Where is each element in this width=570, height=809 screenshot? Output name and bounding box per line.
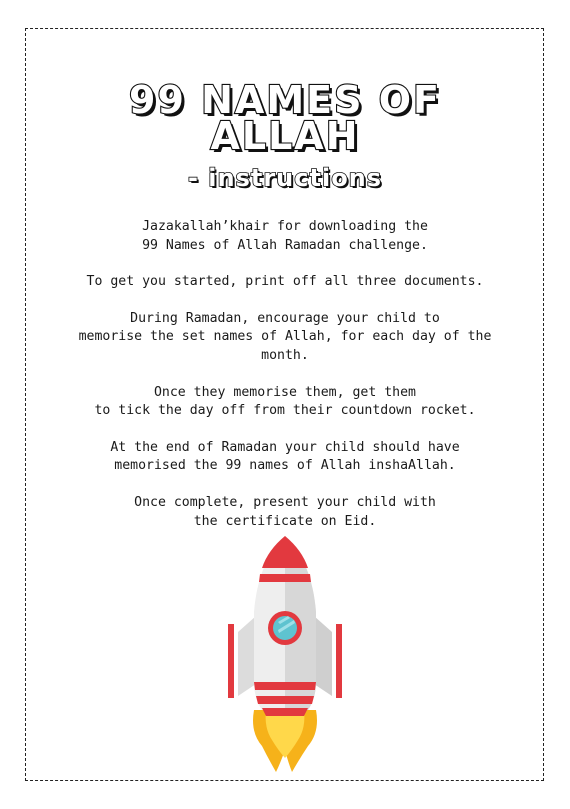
page-subtitle: - instructions	[187, 164, 383, 192]
rocket-bottom-band-1	[254, 682, 316, 690]
rocket-fin-right	[336, 624, 342, 698]
rocket-nose-cone	[262, 536, 308, 568]
paragraph-certificate: Once complete, present your child with the certificate on Eid.	[134, 494, 436, 529]
title-line-2: ALLAH	[210, 114, 360, 158]
paragraph-memorise: During Ramadan, encourage your child to memorise the set names of Allah, for each day of the month.	[78, 310, 492, 363]
rocket-fin-left	[228, 624, 234, 698]
title-line-1: 99 NAMES OF	[129, 78, 441, 122]
paragraph-thanks: Jazakallah’khair for downloading the 99 Names of Allah Ramadan challenge.	[142, 219, 428, 253]
paragraph-end: At the end of Ramadan your child should have memorised the 99 names of Allah inshaAllah.	[110, 439, 460, 474]
rocket-illustration	[218, 532, 352, 776]
page-title	[0, 78, 570, 158]
rocket-bottom-band-2	[256, 696, 314, 704]
rocket-nose-band	[259, 574, 311, 582]
rocket-nozzle	[262, 708, 308, 716]
paragraph-tick: Once they memorise them, get them to tick the day off from their countdown rocket.	[94, 384, 476, 419]
instructions-body	[60, 218, 510, 549]
rocket-wing-right	[314, 616, 332, 696]
rocket-wing-left	[238, 616, 256, 696]
paragraph-print: To get you started, print off all three documents.	[86, 274, 484, 290]
